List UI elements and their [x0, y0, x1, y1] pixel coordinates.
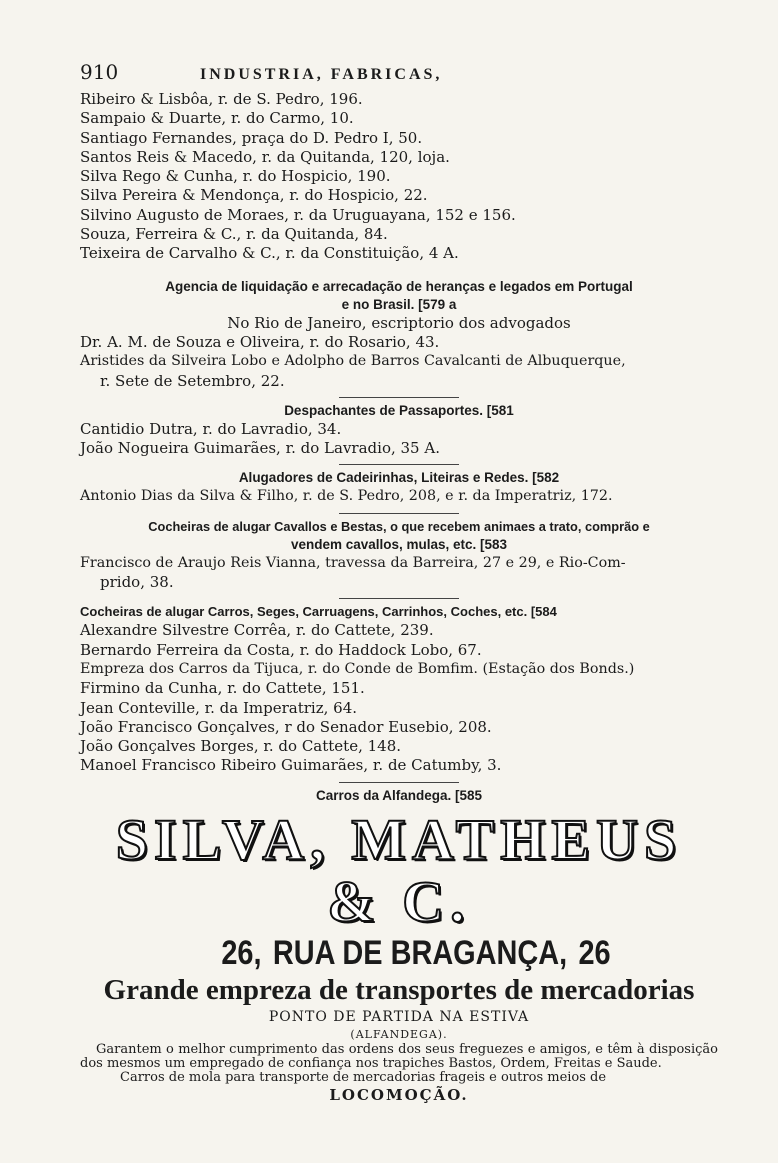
section-divider — [339, 598, 459, 599]
listing-entry: Teixeira de Carvalho & C., r. da Constituição, 4 A. — [80, 244, 459, 263]
section-divider — [339, 782, 459, 783]
listing-entry: Cantidio Dutra, r. do Lavradio, 34. — [80, 419, 342, 438]
listing-entry: Jean Conteville, r. da Imperatriz, 64. — [80, 698, 358, 717]
listing-entry: Manoel Francisco Ribeiro Guimarães, r. de Catumby, 3. — [80, 756, 502, 775]
ad-body-text: Garantem o melhor cumprimento das ordens dos seus freguezes e amigos, e têm à disposição dos mesmos um empregado de confiança nos trapiches Bastos, Ordem, Freitas e Saude. — [80, 1041, 718, 1071]
listing-entry: Firmino da Cunha, r. do Cattete, 151. — [80, 679, 365, 698]
section-subheading: No Rio de Janeiro, escriptorio dos advogados — [227, 313, 571, 332]
section-divider — [339, 397, 459, 398]
listing-entry: Ribeiro & Lisbôa, r. de S. Pedro, 196. — [80, 90, 363, 108]
listing-entry: Aristides da Silveira Lobo e Adolpho de Barros Cavalcanti de Albuquerque, — [80, 353, 626, 370]
ad-departure-sub: (ALFANDEGA). — [350, 1027, 448, 1041]
section-heading-581: Despachantes de Passaportes. [581 — [284, 402, 514, 418]
listing-entry: Silvino Augusto de Moraes, r. da Uruguayana, 152 e 156. — [80, 205, 516, 224]
section-heading-583: Cocheiras de alugar Cavallos e Bestas, o que recebem animaes a trato, comprão e — [148, 518, 650, 534]
page-number: 910 — [80, 60, 119, 84]
ad-number-right: 26 — [578, 933, 611, 972]
listing-entry: João Francisco Gonçalves, r do Senador Eusebio, 208. — [80, 717, 492, 736]
section-heading-579: Agencia de liquidação e arrecadação de heranças e legados em Portugal — [165, 278, 633, 294]
page-header — [80, 60, 718, 90]
listing-entry: Bernardo Ferreira da Costa, r. do Haddock Lobo, 67. — [80, 640, 482, 659]
listing-entry: Antonio Dias da Silva & Filho, r. de S. Pedro, 208, e r. da Imperatriz, 172. — [80, 488, 613, 505]
listing-entry: Sampaio & Duarte, r. do Carmo, 10. — [80, 109, 354, 128]
listing-entry-cont: r. Sete de Setembro, 22. — [100, 371, 285, 390]
section-heading-584: Cocheiras de alugar Carros, Seges, Carruagens, Carrinhos, Coches, etc. [584 — [80, 604, 557, 620]
listing-entry: Empreza dos Carros da Tijuca, r. do Conde de Bomfim. (Estação dos Bonds.) — [80, 660, 635, 677]
section-heading-583-cont: vendem cavallos, mulas, etc. [583 — [290, 536, 508, 552]
listing-block — [80, 90, 718, 264]
listing-entry: Silva Pereira & Mendonça, r. do Hospicio, 22. — [80, 186, 428, 205]
ad-body-text-2: Carros de mola para transporte de mercadorias frageis e outros meios de — [120, 1069, 607, 1085]
ad-company-name: SILVA, MATHEUS & C. — [115, 806, 683, 934]
listing-entry: Francisco de Araujo Reis Vianna, travessa da Barreira, 27 e 29, e Rio-Com- — [80, 554, 626, 571]
listing-entry: Santos Reis & Macedo, r. da Quitanda, 120, loja. — [80, 147, 450, 166]
listing-entry: João Nogueira Guimarães, r. do Lavradio, 35 A. — [80, 439, 440, 458]
ad-address — [128, 933, 670, 973]
section-heading-585: Carros da Alfandega. [585 — [315, 787, 483, 803]
section-heading-579-cont: e no Brasil. [579 a — [341, 296, 457, 312]
running-title: INDUSTRIA, FABRICAS, — [200, 66, 443, 83]
advertisement — [80, 806, 718, 1105]
ad-street: RUA DE BRAGANÇA, — [272, 933, 568, 972]
listing-entry: Silva Rego & Cunha, r. do Hospicio, 190. — [80, 167, 391, 186]
listing-entry: Alexandre Silvestre Corrêa, r. do Cattete, 239. — [80, 621, 434, 640]
listing-entry: Dr. A. M. de Souza e Oliveira, r. do Rosario, 43. — [80, 332, 440, 351]
listing-entry-cont: prido, 38. — [100, 573, 174, 592]
ad-closing-word: LOCOMOÇÃO. — [329, 1085, 469, 1104]
section-heading-582: Alugadores de Cadeirinhas, Liteiras e Redes. [582 — [238, 470, 560, 486]
listing-entry: Souza, Ferreira & C., r. da Quitanda, 84. — [80, 225, 388, 244]
ad-number-left: 26, — [221, 933, 262, 972]
listing-entry: Santiago Fernandes, praça do D. Pedro I, 50. — [80, 128, 423, 147]
listing-entry: João Gonçalves Borges, r. do Cattete, 148. — [80, 737, 402, 756]
section-divider — [339, 464, 459, 465]
ad-departure-point: PONTO DE PARTIDA NA ESTIVA — [268, 1008, 530, 1025]
ad-tagline: Grande empreza de transportes de mercadorias — [103, 973, 695, 1006]
section-divider — [339, 513, 459, 514]
